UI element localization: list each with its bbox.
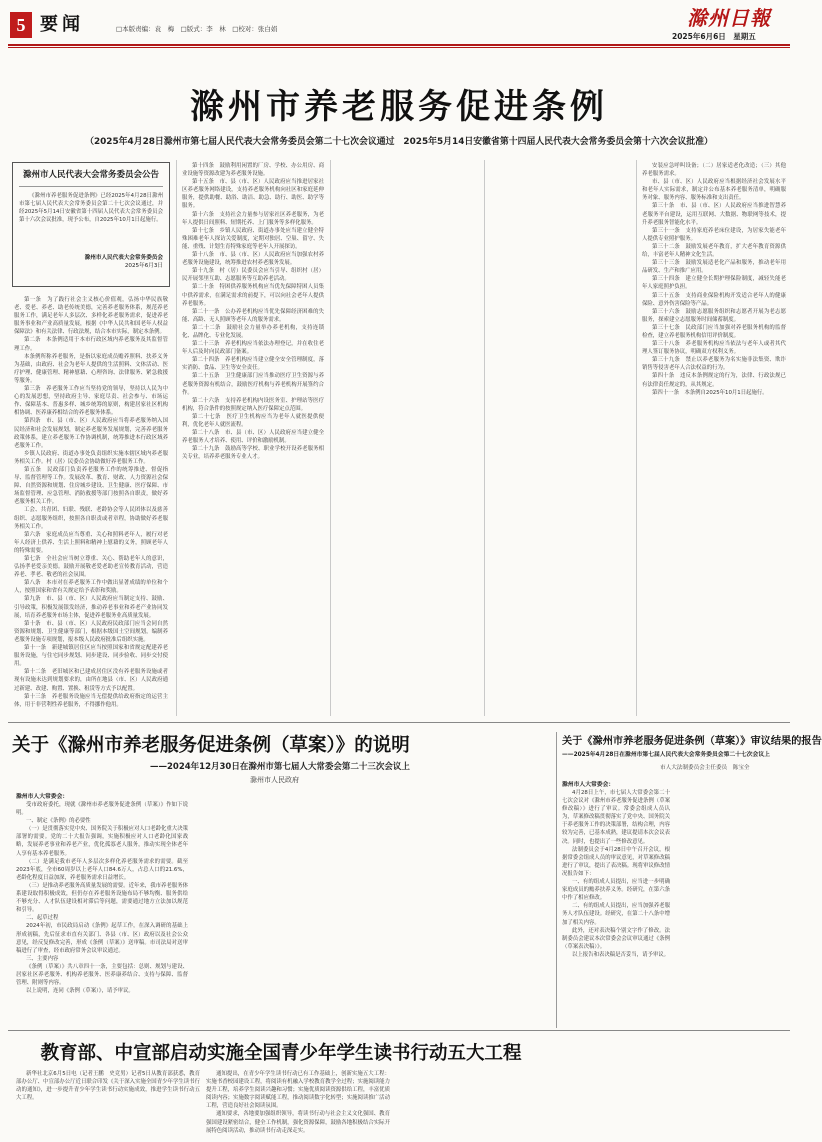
article-column bbox=[182, 162, 324, 714]
news-title: 教育部、中宣部启动实施全国青少年学生读书行动五大工程 bbox=[40, 1043, 522, 1064]
paragraph: 第十五条 市、县（市、区）人民政府应当推进居家社区养老服务网络建设，支持养老服务机构向社区和家庭延伸服务，提供助餐、助浴、助洁、助急、助行、助医、助学等服务。 bbox=[182, 179, 324, 210]
paragraph: 4月28日上午，市七届人大常委会第二十七次会议对《滁州市养老服务促进条例（草案修改稿）》进行了审议。常委会组成人员认为，草案修改稿贯彻落实了党中央、国务院关于养老服务工作的决策部署，结构合理，内容较为完善，已基本成熟，建议提请本次会议表决。同时，也提出了一些修改意见。 bbox=[562, 790, 670, 845]
paragraph: 第二条 本条例适用于本市行政区域内养老服务及其监督管理工作。 bbox=[14, 337, 168, 352]
paragraph: 一、制定《条例》的必要性 bbox=[26, 818, 91, 825]
paragraph: 第十九条 村（居）民委员会应当引导、组织村（居）民开展邻里互助、志愿服务等互助养老活动。 bbox=[182, 268, 324, 283]
paragraph: （三）是推动养老服务高质量发展的需要。近年来，我市养老服务体系建设取得积极成效，但仍存在养老服务设施布局不够均衡、服务供给不够充分、人才队伍建设相对滞后等问题，需要通过地方立法加以规范和引导。 bbox=[16, 882, 188, 914]
paragraph: 第九条 市、县（市、区）人民政府应当制定支持、鼓励、引导政策，积极发展银发经济，推动养老事业和养老产业协同发展，培育养老服务市场主体，促进养老服务业高质量发展。 bbox=[14, 596, 168, 619]
paragraph: 以上说明，连同《条例（草案）》，请予审议。 bbox=[26, 988, 134, 995]
paragraph: 第二十五条 卫生健康部门应当推动医疗卫生资源与养老服务资源有机结合，鼓励医疗机构与养老机构开展签约合作。 bbox=[182, 373, 324, 396]
paragraph: 第六条 家庭成员应当尊重、关心和照料老年人，履行对老年人经济上供养、生活上照料和精神上慰藉的义务，照顾老年人的特殊需要。 bbox=[14, 531, 168, 554]
paragraph: 第十二条 老旧城区和已建成居住区没有养老服务设施或者现有设施未达到规划要求的，由所在地县（市、区）人民政府通过新建、改建、购置、置换、租赁等方式予以配置。 bbox=[14, 669, 168, 692]
article-column bbox=[14, 296, 168, 714]
paragraph: 二、起草过程 bbox=[26, 915, 59, 922]
column-separator bbox=[330, 160, 331, 716]
page-number-badge: 5 bbox=[10, 12, 32, 38]
paragraph: 第八条 本市对在养老服务工作中做出显著成绩的单位和个人，按照国家和省有关规定给予表彰和奖励。 bbox=[14, 580, 168, 595]
paragraph: 第三十九条 禁止以养老服务为名实施非法集资、欺诈销售等侵害老年人合法权益的行为。 bbox=[642, 357, 786, 372]
paragraph: 第二十三条 养老机构应当依法办理登记，并在收住老年人后及时向民政部门备案。 bbox=[182, 341, 324, 356]
notice-body: 《滁州市养老服务促进条例》已经2025年4月28日滁州市第七届人民代表大会常务委员会第二十七次会议通过，并经2025年5月14日安徽省第十四届人民代表大会常务委员会第十六次会议批准，现予公布，自2025年10月1日起施行。 bbox=[19, 193, 163, 224]
paragraph: 通知要求，各地要加强组织领导，将读书行动与社会主义文化强国、教育强国建设紧密结合，健全工作机制，强化资源保障，鼓励各地积极结合实际开展特色阅读活动，推动读书行动走深走实。 bbox=[206, 1111, 390, 1134]
paragraph: 第三十八条 养老服务机构应当依法与老年人或者其代理人签订服务协议，明确双方权利义务。 bbox=[642, 341, 786, 356]
review-title: 关于《滁州市养老服务促进条例（草案）》审议结果的报告 bbox=[562, 735, 822, 747]
column-separator bbox=[636, 160, 637, 716]
article-column bbox=[490, 162, 630, 714]
paragraph: 第二十条 特困供养服务机构应当优先保障特困人员集中供养需求，在满足需求的前提下，可以向社会老年人提供养老服务。 bbox=[182, 284, 324, 307]
notice-box bbox=[12, 162, 170, 287]
news-column bbox=[16, 1070, 200, 1138]
explanation-column bbox=[376, 786, 548, 1023]
issue-date: 2025年6月6日 星期五 bbox=[672, 32, 756, 41]
paragraph: 第一条 为了践行社会主义核心价值观，弘扬中华民族敬老、爱老、养老、助老传统美德，完善养老服务体系，规范养老服务工作，满足老年人多层次、多样化养老服务需求，促进养老服务事业和产业高质量发展，根据《中华人民共和国老年人权益保障法》和有关法律、行政法规，结合本市实际，制定本条例。 bbox=[14, 297, 168, 336]
paragraph: 市、县（市、区）人民政府应当根据经济社会发展水平和老年人实际需求，制定并公布基本养老服务清单，明确服务对象、服务内容、服务标准和支出责任。 bbox=[642, 179, 786, 202]
paragraph: 工会、共青团、妇联、残联、老龄协会等人民团体以及慈善组织、志愿服务组织，按照各自职责或者章程，协助做好养老服务相关工作。 bbox=[14, 507, 168, 530]
review-salutation: 滁州市人大常委会： bbox=[562, 782, 615, 788]
paragraph: 第十六条 支持社会力量参与居家社区养老服务，为老年人提供日间照料、短期托养、上门服务等多样化服务。 bbox=[182, 211, 324, 226]
paragraph: 二、有的组成人员提出，应当加强养老服务人才队伍建设。经研究，在第二十八条中增加了相关内容。 bbox=[562, 903, 670, 926]
main-title: 滁州市养老服务促进条例 bbox=[190, 87, 608, 127]
paragraph: 第三十四条 建立健全长期护理保险制度，减轻失能老年人家庭照护负担。 bbox=[642, 276, 786, 291]
masthead-rule-thin bbox=[8, 47, 790, 48]
notice-title: 滁州市人民代表大会常务委员会公告 bbox=[19, 169, 163, 187]
review-column bbox=[676, 777, 786, 1023]
paragraph: 第十条 市、县（市、区）人民政府民政部门应当会同自然资源和规划、卫生健康等部门，根据本级国土空间规划，编制养老服务设施专项规划，报本级人民政府批准后组织实施。 bbox=[14, 620, 168, 643]
news-column bbox=[590, 1040, 786, 1138]
paragraph: 《条例（草案）》共八章四十一条，主要包括：总则、规划与建设、居家社区养老服务、机构养老服务、医养康养结合、支持与保障、监督管理、附则等内容。 bbox=[16, 963, 188, 987]
paragraph: 第三十一条 支持家庭养老床位建设，为居家失能老年人提供专业照护服务。 bbox=[642, 227, 786, 242]
paragraph: 第二十六条 支持养老机构内设医务室、护理站等医疗机构，符合条件的按照规定纳入医疗保障定点范围。 bbox=[182, 397, 324, 412]
paragraph: 第二十七条 医疗卫生机构应当为老年人就医提供便利，优化老年人就医流程。 bbox=[182, 413, 324, 428]
paragraph: 第七条 全社会应当树立尊重、关心、帮助老年人的意识，弘扬孝老爱亲美德。鼓励开展敬老爱老助老宣传教育活动，营造养老、孝老、敬老的社会氛围。 bbox=[14, 556, 168, 579]
main-subtitle: （2025年4月28日滁州市第七届人民代表大会常务委员会第二十七次会议通过 2025年5月14日安徽省第十四届人民代表大会常务委员会第十六次会议批准） bbox=[85, 137, 713, 147]
paragraph: 第三十七条 民政部门应当加强对养老服务机构的监督检查，建立养老服务机构信用评价制度。 bbox=[642, 324, 786, 339]
paragraph: 受市政府委托，现就《滁州市养老服务促进条例（草案）》作如下说明。 bbox=[16, 802, 188, 817]
paragraph: 第十四条 鼓励利用闲置的厂房、学校、办公用房、商业设施等资源改建为养老服务设施。 bbox=[182, 163, 324, 178]
paragraph: 乡镇人民政府、街道办事处负责组织实施本辖区域内养老服务相关工作。村（居）民委员会协助做好养老服务工作。 bbox=[14, 450, 168, 465]
paragraph: 第三十三条 鼓励发展适老化产品和服务，推动老年用品研发、生产和推广应用。 bbox=[642, 260, 786, 275]
masthead-rule bbox=[8, 44, 790, 46]
column-separator bbox=[484, 160, 485, 716]
paragraph: 第三十六条 鼓励志愿服务组织和志愿者开展为老志愿服务，探索建立志愿服务时间储蓄制度。 bbox=[642, 308, 786, 323]
paragraph: 此外，还对表决稿个别文字作了修改。法制委员会建议本次常委会会议审议通过《条例（草案表决稿）》。 bbox=[562, 927, 670, 950]
paragraph: 第三十五条 支持商业保险机构开发适合老年人的健康保险、意外伤害保险等产品。 bbox=[642, 292, 786, 307]
section-divider bbox=[8, 1030, 790, 1031]
explanation-column bbox=[16, 801, 188, 1023]
paragraph: 法制委员会于4月28日中午召开会议，根据常委会组成人员的审议意见，对草案修改稿进行了审议，提出了表决稿。现将审议修改情况报告如下： bbox=[562, 846, 670, 877]
paragraph: 以上报告和表决稿是否妥当，请予审议。 bbox=[572, 951, 670, 958]
paragraph: （一）是贯彻落实党中央、国务院关于积极应对人口老龄化重大决策部署的需要。党的二十大报告强调，实施积极应对人口老龄化国家战略，发展养老事业和养老产业，优化孤寡老人服务，推动实现全体老年人享有基本养老服务。 bbox=[16, 826, 188, 857]
paragraph: 第十三条 养老服务设施应当无偿提供给政府指定的运营主体，用于非营利性养老服务，不得挪作他用。 bbox=[14, 693, 168, 708]
section-name: 要闻 bbox=[40, 14, 84, 35]
paragraph: 第三十条 市、县（市、区）人民政府应当推进智慧养老服务平台建设，运用互联网、大数据、物联网等技术，提升养老服务智能化水平。 bbox=[642, 203, 786, 226]
article-column bbox=[642, 162, 786, 714]
notice-signature: 滁州市人民代表大会常务委员会 bbox=[84, 255, 163, 261]
paragraph: 第二十九条 鼓励高等学校、职业学校开设养老服务相关专业，培养养老服务专业人才。 bbox=[182, 446, 324, 461]
news-column bbox=[396, 1070, 580, 1138]
review-separator bbox=[556, 732, 557, 1028]
paragraph: 第二十二条 鼓励社会力量举办养老机构，支持连锁化、品牌化、专业化发展。 bbox=[182, 324, 324, 339]
paragraph: 本条例所称养老服务，是指以家庭成员赡养照料、扶养义务为基础，由政府、社会为老年人提供的生活照料、文体活动、医疗护理、健康管理、精神慰藉、心理咨询、法律服务、紧急救援等服务。 bbox=[14, 353, 168, 384]
review-author: 市人大法制委员会主任委员 陈宝全 bbox=[660, 765, 750, 771]
paragraph: 第十一条 新建城镇居住区应当按照国家和省规定配建养老服务设施，与住宅同步规划、同步建设、同步验收、同步交付使用。 bbox=[14, 645, 168, 668]
newspaper-logo: 滁州日報 bbox=[687, 6, 771, 30]
review-column bbox=[562, 789, 670, 1023]
section-divider bbox=[8, 722, 790, 723]
explanation-salutation: 滁州市人大常委会： bbox=[16, 794, 69, 800]
paragraph: 2024年初，市民政局启动《条例》起草工作，在深入调研的基础上形成初稿，先后征求市直有关部门、各县（市、区）政府以及社会公众意见，经反复修改完善，形成《条例（草案）》送审稿。市司法局对送审稿进行了审查，经市政府常务会议审议通过。 bbox=[16, 923, 188, 954]
explanation-author: 滁州市人民政府 bbox=[250, 776, 299, 784]
news-column bbox=[206, 1070, 390, 1138]
paragraph: 第五条 民政部门负责养老服务工作的统筹推进、督促指导、监督管理等工作。发展改革、教育、财政、人力资源社会保障、自然资源和规划、住房城乡建设、卫生健康、医疗保障、市场监督管理、应急管理、消防救援等部门按照各自职责，做好养老服务相关工作。 bbox=[14, 466, 168, 506]
explanation-title: 关于《滁州市养老服务促进条例（草案）》的说明 bbox=[12, 735, 410, 756]
paragraph: 第三条 养老服务工作应当坚持党的领导，坚持以人民为中心的发展思想，坚持政府主导、家庭尽责、社会参与、市场运作、保障基本、普惠多样、城乡统筹的原则，构建居家社区机构相协调、医养康养相结合的养老服务体系。 bbox=[14, 386, 168, 417]
explanation-subtitle: ——2024年12月30日在滁州市第七届人大常委会第二十三次会议上 bbox=[150, 762, 410, 772]
paragraph: 第二十四条 养老机构应当建立健全安全管理制度，落实消防、食品、卫生等安全责任。 bbox=[182, 357, 324, 372]
paragraph: 一、有的组成人员提出，应当进一步明确家庭成员的赡养扶养义务。经研究，在第六条中作了相应修改。 bbox=[562, 879, 670, 902]
paragraph: 第三十二条 鼓励发展老年教育，扩大老年教育资源供给，丰富老年人精神文化生活。 bbox=[642, 243, 786, 259]
paragraph: 第四条 市、县（市、区）人民政府应当将养老服务纳入国民经济和社会发展规划，制定养老服务发展规划，完善养老服务政策体系，建立养老服务工作协调机制，统筹推进本行政区域养老服务工作。 bbox=[14, 418, 168, 449]
column-separator bbox=[176, 160, 177, 716]
review-subtitle: ——2025年4月28日在滁州市第七届人民代表大会常务委员会第二十七次会议上 bbox=[562, 752, 770, 758]
paragraph: 第四十一条 本条例自2025年10月1日起施行。 bbox=[652, 389, 768, 396]
paragraph: 新华社北京6月5日电（记者王鹏 史竞男）记者5日从教育部获悉，教育部办公厅、中宣部办公厅近日联合印发《关于深入实施全国青少年学生读书行动的通知》，进一步提升青少年学生读书行动实施成效，推进学生读书行动五大工程。 bbox=[16, 1071, 200, 1102]
paragraph: 第四十条 违反本条例规定的行为，法律、行政法规已有法律责任规定的，从其规定。 bbox=[642, 373, 786, 388]
paragraph: 通知提出，在青少年学生读书行动已有工作基础上，创新实施五大工程：实施书香校园建设工程，将阅读有机融入学校教育教学全过程；实施阅读能力提升工程，培养学生阅读兴趣和习惯；实施优质阅读资源供给工程，丰富优质阅读内容；实施数字阅读赋能工程，推动阅读数字化转型；实施阅读推广活动工程，营造良好社会阅读氛围。 bbox=[206, 1071, 390, 1110]
paragraph: 三、主要内容 bbox=[26, 955, 59, 962]
article-column bbox=[336, 162, 478, 714]
paragraph: 安装应急呼叫设备；（二）居家适老化改造；（三）其他养老服务需求。 bbox=[642, 163, 786, 178]
editor-credits: □本版责编：袁 梅 □版式：李 林 □校对：张白娟 bbox=[116, 25, 278, 33]
paragraph: （二）是满足我市老年人多层次多样化养老服务需求的需要。截至2023年底，全市60周岁以上老年人口84.6万人，占总人口的21.6%，老龄化程度日益加深，养老服务需求日益增长。 bbox=[16, 858, 188, 881]
paragraph: 第十七条 乡镇人民政府、街道办事处应当建立健全特殊困难老年人探访关爱制度，定期对独居、空巢、留守、失能、重残、计划生育特殊家庭等老年人开展探访。 bbox=[182, 227, 324, 250]
paragraph: 第二十一条 公办养老机构应当优先保障经济困难的失能、高龄、无人照顾等老年人的服务需求。 bbox=[182, 308, 324, 323]
notice-date: 2025年6月3日 bbox=[124, 263, 163, 269]
paragraph: 第二十八条 市、县（市、区）人民政府应当建立健全养老服务人才培养、使用、评价和激励机制。 bbox=[182, 430, 324, 445]
paragraph: 第十八条 市、县（市、区）人民政府应当加强农村养老服务设施建设，统筹推进农村养老服务发展。 bbox=[182, 252, 324, 267]
explanation-column bbox=[196, 786, 368, 1023]
